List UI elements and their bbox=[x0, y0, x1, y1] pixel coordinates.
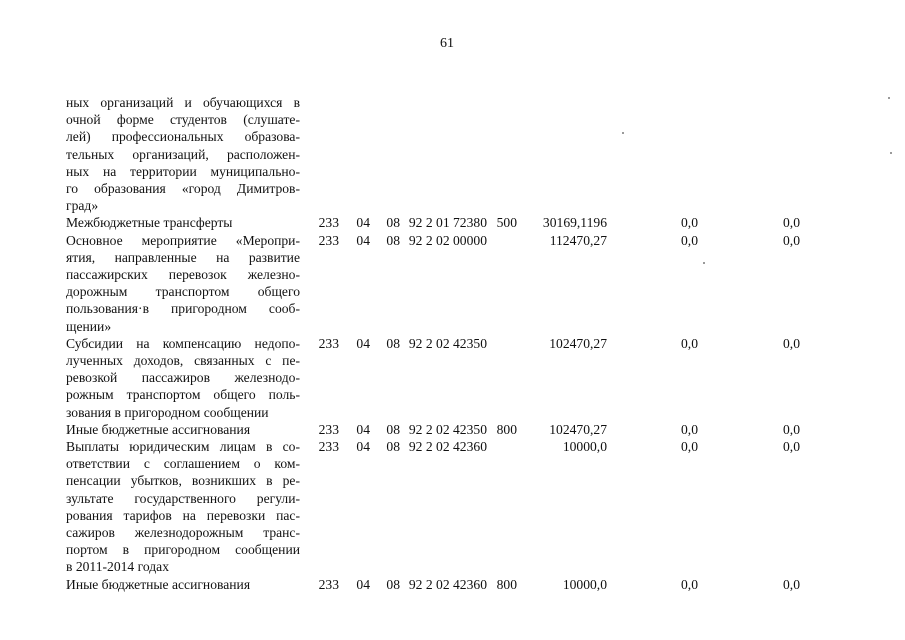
subsection-cell: 08 bbox=[386, 576, 400, 592]
amount-year2-cell: 0,0 bbox=[681, 232, 698, 248]
expense-type-cell: 800 bbox=[496, 576, 517, 592]
item-name-cell bbox=[66, 576, 300, 593]
amount-year1-cell bbox=[517, 94, 607, 214]
section-cell: 04 bbox=[356, 335, 370, 351]
target-article-cell: 92 2 02 42360 bbox=[408, 576, 487, 592]
item-name-line: Основное мероприятие «Меропри- bbox=[66, 232, 300, 248]
table-body bbox=[66, 94, 800, 593]
admin-code-cell bbox=[300, 94, 339, 214]
item-name-line: зультате государственного регули- bbox=[66, 490, 300, 506]
scan-speck bbox=[703, 262, 705, 264]
target-article-cell bbox=[400, 94, 487, 214]
amount-year3-cell: 0,0 bbox=[783, 576, 800, 592]
item-name-line: ятия, направленные на развитие bbox=[66, 249, 300, 265]
item-name-line: ных на территории муниципально- bbox=[66, 163, 300, 179]
target-article-cell: 92 2 01 72380 bbox=[408, 215, 487, 231]
item-name-line: пенсации убытков, возникших в ре- bbox=[66, 473, 300, 489]
scan-speck bbox=[888, 97, 890, 99]
section-cell: 04 bbox=[356, 439, 370, 455]
item-name-line: Субсидии на компенсацию недопо- bbox=[66, 335, 300, 351]
target-article-cell: 92 2 02 42350 bbox=[408, 335, 487, 351]
target-article-cell: 92 2 02 00000 bbox=[408, 232, 487, 248]
scan-speck bbox=[890, 152, 892, 154]
amount-year2-cell: 0,0 bbox=[681, 439, 698, 455]
item-name-line: в 2011-2014 годах bbox=[66, 559, 170, 575]
admin-code-cell: 233 bbox=[318, 335, 339, 351]
amount-year1-cell: 10000,0 bbox=[562, 576, 607, 592]
amount-year2-cell bbox=[607, 94, 698, 214]
expense-type-cell: 500 bbox=[496, 215, 517, 231]
admin-code-cell: 233 bbox=[318, 421, 339, 437]
item-name-line: рожным транспортом общего поль- bbox=[66, 387, 300, 403]
item-name-line: ревозкой пассажиров железнодо- bbox=[66, 370, 300, 386]
table-row bbox=[66, 232, 800, 335]
item-name-cell bbox=[66, 214, 300, 231]
amount-year3-cell: 0,0 bbox=[783, 335, 800, 351]
amount-year3-cell: 0,0 bbox=[783, 439, 800, 455]
table-row bbox=[66, 214, 800, 231]
item-name-line: ответствии с соглашением о ком- bbox=[66, 456, 300, 472]
item-name-line: Межбюджетные трансферты bbox=[66, 215, 233, 231]
item-name-line: Выплаты юридическим лицам в со- bbox=[66, 439, 300, 455]
section-cell: 04 bbox=[356, 576, 370, 592]
table-row bbox=[66, 438, 800, 576]
item-name-line: лученных доходов, связанных с пе- bbox=[66, 353, 300, 369]
item-name-line: тельных организаций, расположен- bbox=[66, 146, 300, 162]
amount-year2-cell: 0,0 bbox=[681, 215, 698, 231]
item-name-line: щении» bbox=[66, 318, 112, 334]
item-name-line: град» bbox=[66, 198, 99, 214]
item-name-cell bbox=[66, 335, 300, 421]
subsection-cell: 08 bbox=[386, 421, 400, 437]
amount-year3-cell bbox=[698, 94, 800, 214]
item-name-line: пассажирских перевозок железно- bbox=[66, 267, 300, 283]
expense-type-cell bbox=[487, 438, 517, 576]
item-name-line: пользования·в пригородном сооб- bbox=[66, 301, 300, 317]
amount-year1-cell: 112470,27 bbox=[549, 232, 607, 248]
subsection-cell: 08 bbox=[386, 439, 400, 455]
item-name-line: зования в пригородном сообщении bbox=[66, 404, 269, 420]
amount-year1-cell: 102470,27 bbox=[549, 421, 607, 437]
amount-year1-cell: 10000,0 bbox=[562, 439, 607, 455]
expense-type-cell: 800 bbox=[496, 421, 517, 437]
item-name-line: портом в пригородном сообщении bbox=[66, 542, 300, 558]
scan-speck bbox=[622, 132, 624, 134]
section-cell: 04 bbox=[356, 215, 370, 231]
table-row bbox=[66, 335, 800, 421]
section-cell: 04 bbox=[356, 421, 370, 437]
item-name-line: дорожным транспортом общего bbox=[66, 284, 300, 300]
subsection-cell: 08 bbox=[386, 215, 400, 231]
amount-year2-cell: 0,0 bbox=[681, 421, 698, 437]
section-cell bbox=[339, 94, 370, 214]
admin-code-cell: 233 bbox=[318, 576, 339, 592]
amount-year3-cell: 0,0 bbox=[783, 215, 800, 231]
amount-year1-cell: 30169,1196 bbox=[542, 215, 607, 231]
amount-year1-cell: 102470,27 bbox=[549, 335, 607, 351]
item-name-cell bbox=[66, 94, 300, 214]
item-name-line: ных организаций и обучающихся в bbox=[66, 95, 300, 110]
table-row bbox=[66, 94, 800, 214]
item-name-line: го образования «город Димитров- bbox=[66, 181, 300, 197]
amount-year3-cell: 0,0 bbox=[783, 421, 800, 437]
admin-code-cell: 233 bbox=[318, 232, 339, 248]
admin-code-cell: 233 bbox=[318, 439, 339, 455]
item-name-cell bbox=[66, 232, 300, 335]
section-cell: 04 bbox=[356, 232, 370, 248]
target-article-cell: 92 2 02 42360 bbox=[408, 439, 487, 455]
subsection-cell: 08 bbox=[386, 232, 400, 248]
table-row bbox=[66, 576, 800, 593]
expense-type-cell bbox=[487, 94, 517, 214]
budget-table bbox=[66, 94, 800, 593]
subsection-cell bbox=[370, 94, 400, 214]
table-row bbox=[66, 421, 800, 438]
item-name-line: Иные бюджетные ассигнования bbox=[66, 421, 251, 437]
target-article-cell: 92 2 02 42350 bbox=[408, 421, 487, 437]
item-name-line: лей) профессиональных образова- bbox=[66, 129, 300, 145]
item-name-line: сажиров железнодорожным транс- bbox=[66, 525, 300, 541]
expense-type-cell bbox=[487, 335, 517, 421]
item-name-line: рования тарифов на перевозки пас- bbox=[66, 507, 300, 523]
expense-type-cell bbox=[487, 232, 517, 335]
page-number: 61 bbox=[440, 36, 454, 51]
subsection-cell: 08 bbox=[386, 335, 400, 351]
amount-year2-cell: 0,0 bbox=[681, 576, 698, 592]
item-name-line: Иные бюджетные ассигнования bbox=[66, 576, 251, 592]
item-name-cell bbox=[66, 438, 300, 576]
amount-year3-cell: 0,0 bbox=[783, 232, 800, 248]
item-name-line: очной форме студентов (слушате- bbox=[66, 112, 300, 128]
admin-code-cell: 233 bbox=[318, 215, 339, 231]
amount-year2-cell: 0,0 bbox=[681, 335, 698, 351]
item-name-cell bbox=[66, 421, 300, 438]
